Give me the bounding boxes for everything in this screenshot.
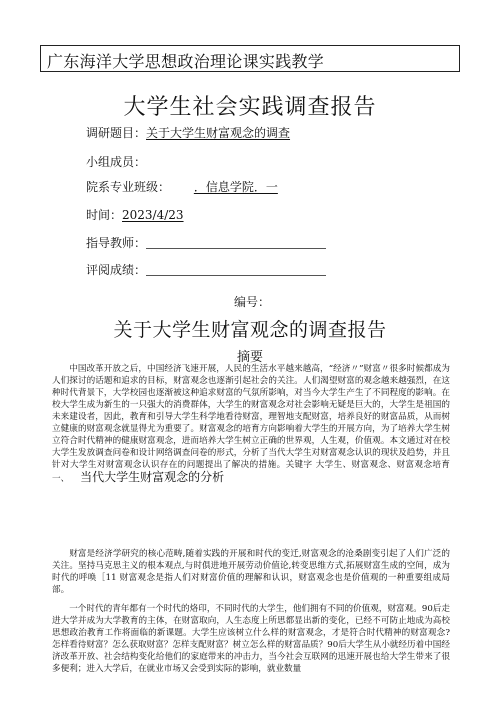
field-review [86,263,146,277]
institution-header-box [40,45,460,72]
topic-label: 调研题目： [86,126,147,140]
review-line [146,275,326,276]
report-title: 大学生社会实践调查报告 [123,95,377,120]
advisor-label: 指导教师： [86,236,147,250]
topic-value: 关于大学生财富观念的调查 [146,126,291,140]
date-label: 时间： [86,208,123,222]
date-value: 2023/4/23 [122,208,184,222]
field-date [86,208,184,222]
body-paragraph: 一个时代的青年都有一个时代的烙印，不同时代的大学生，他们拥有不同的价值观，财富观。90后走进大学并成为大学教育的主体，在财富取向，人生态度上所思都显出新的变化，已经不可防止地成为高校思想政治教育工作将面临的新课题。大学生应该树立什么样的财富观念，才是符合时代精神的财富观念?怎样看待财富？怎么获取财富？怎样支配财富？树立怎么样的财富品质？90后大学生从小就经历着中国经济改革开放、社会结构变化给他们的家庭带来的冲击力，当今社会互联网的迅速开展也给大学生带来了很多便利；进入大学后，在就业市场又会受到实际的影响，就业数量 [52,604,450,674]
field-members [86,155,146,169]
abstract-heading: 摘要 [236,350,263,365]
abstract-body [52,363,450,485]
field-advisor [86,236,146,250]
abstract-text: 中国改革开放之后，中国经济飞速开展，人民的生活水平越来越高，“经济〃”财富〃很多时候都成为人们探讨的话题和追求的目标，财富观念也逐渐引起社会的关注。人们渴望财富的观念越来越强烈，在这种时代背景下，大学校园也逐渐被这种追求财富的气氛所影响，对当今大学生产生了不同程度的影响。在校大学生成为新生的一只强大的消费群体，大学生的财富观念对社会影响无疑是巨大的，大学生是祖国的未来建设者，因此，教育和引导大学生科学地看待财富，理智地支配财富，培养良好的财富品质，从而树立健康的财富观念就显得尤为重要了。财富观念的培育方向影响着大学生的开展方向，为了培养大学生树立符合时代精神的健康财富观念，进而培养大学生树立正确的世界观，人生观，价值观。本文通过对在校大学生发放调查问卷和设计网络调查问卷的形式，分析了当代大学生对财富观念认识的现状及趋势，并且针对大学生对财富观念认识存在的问题提出了解决的措施。关键字 大学生、财富观念、财富观念培育一、 [52,364,450,484]
serial-number-label: 编号： [234,295,271,309]
advisor-line [146,248,326,249]
body-paragraph: 财富是经济学研究的核心范畴,随着实践的开展和时代的变迁,财富观念的沧桑剧变引起了人们广泛的关注。坚持马克思主义的根本观点,与时俱进地开展劳动价值论,转变思维方式,拓展财富生成的空间，成为时代的呼唤［11 财富观念是指人们对财富价值的理解和认识，财富观念也是价值观的一种重要组成局部。 [52,549,450,595]
section-heading: 当代大学生财富观念的分析 [80,470,225,484]
field-topic [86,126,290,140]
paper-title: 关于大学生财富观念的调查报告 [113,319,387,341]
dept-value: ．信息学院．一 [193,180,278,194]
field-dept [86,180,278,194]
institution-header: 广东海洋大学思想政治理论课实践教学 [47,52,325,71]
members-label: 小组成员： [86,155,147,169]
review-label: 评阅成绩： [86,263,147,277]
dept-label: 院系专业班级： [86,180,171,194]
